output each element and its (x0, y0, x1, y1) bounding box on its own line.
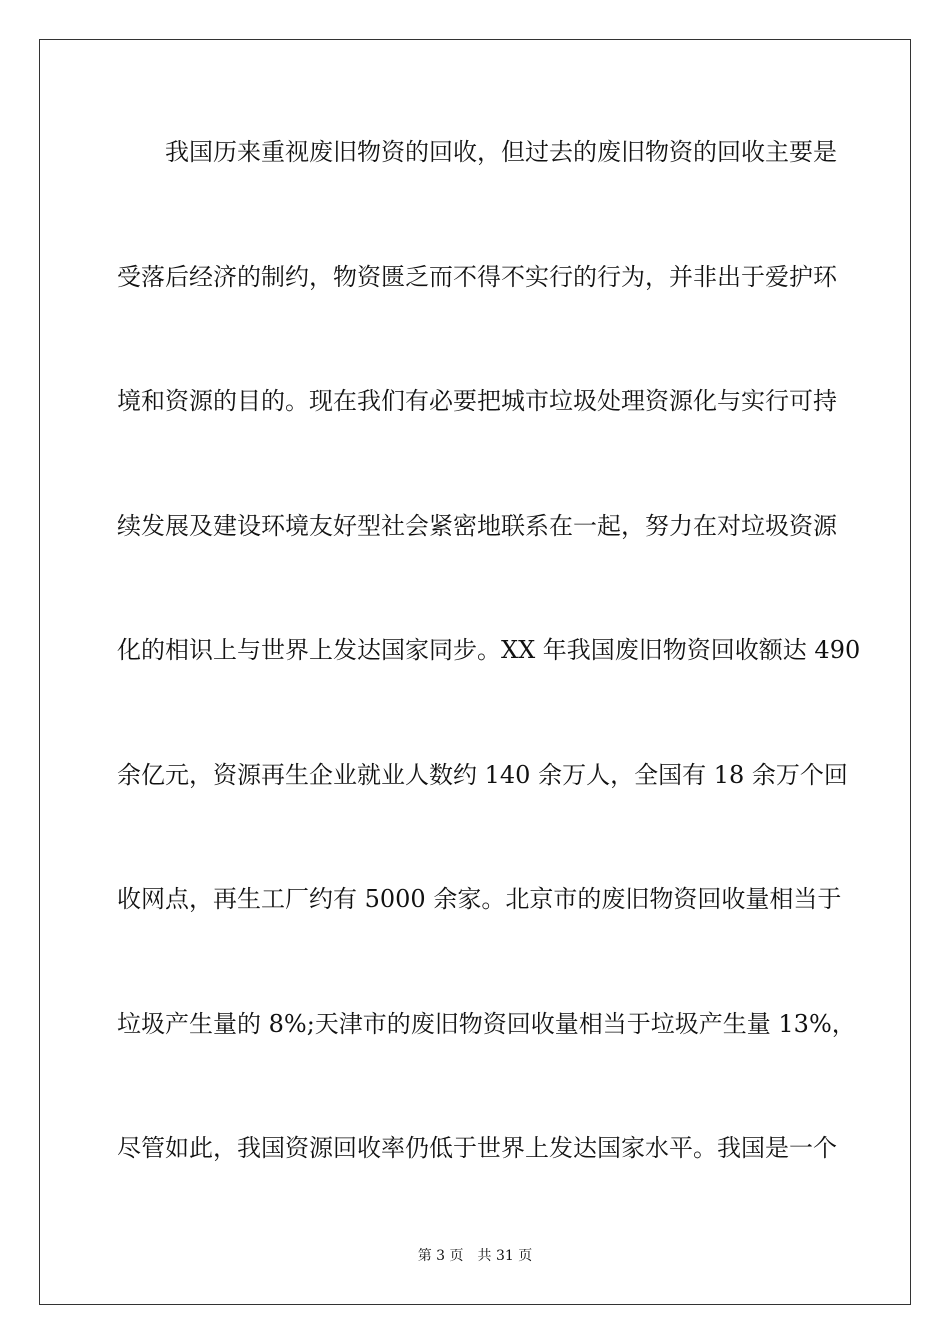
paragraph-line: 垃圾产生量的 8%;天津市的废旧物资回收量相当于垃圾产生量 13%， (117, 1010, 856, 1038)
page-border (39, 39, 911, 1305)
paragraph-line: 我国历来重视废旧物资的回收，但过去的废旧物资的回收主要是 (165, 138, 837, 166)
page-total: 共 31 页 (477, 1248, 533, 1264)
paragraph-line: 受落后经济的制约，物资匮乏而不得不实行的行为，并非出于爱护环 (117, 263, 837, 291)
paragraph-line: 收网点，再生工厂约有 5000 余家。北京市的废旧物资回收量相当于 (117, 885, 842, 913)
paragraph-line: 尽管如此，我国资源回收率仍低于世界上发达国家水平。我国是一个 (117, 1134, 837, 1162)
paragraph-line: 续发展及建设环境友好型社会紧密地联系在一起，努力在对垃圾资源 (117, 512, 837, 540)
paragraph-line: 境和资源的目的。现在我们有必要把城市垃圾处理资源化与实行可持 (117, 387, 837, 415)
paragraph-line: 化的相识上与世界上发达国家同步。XX 年我国废旧物资回收额达 490 (117, 636, 861, 664)
page-footer (0, 1247, 950, 1265)
page-number: 第 3 页 (417, 1248, 464, 1264)
paragraph-line: 余亿元，资源再生企业就业人数约 140 余万人，全国有 18 余万个回 (117, 761, 848, 789)
